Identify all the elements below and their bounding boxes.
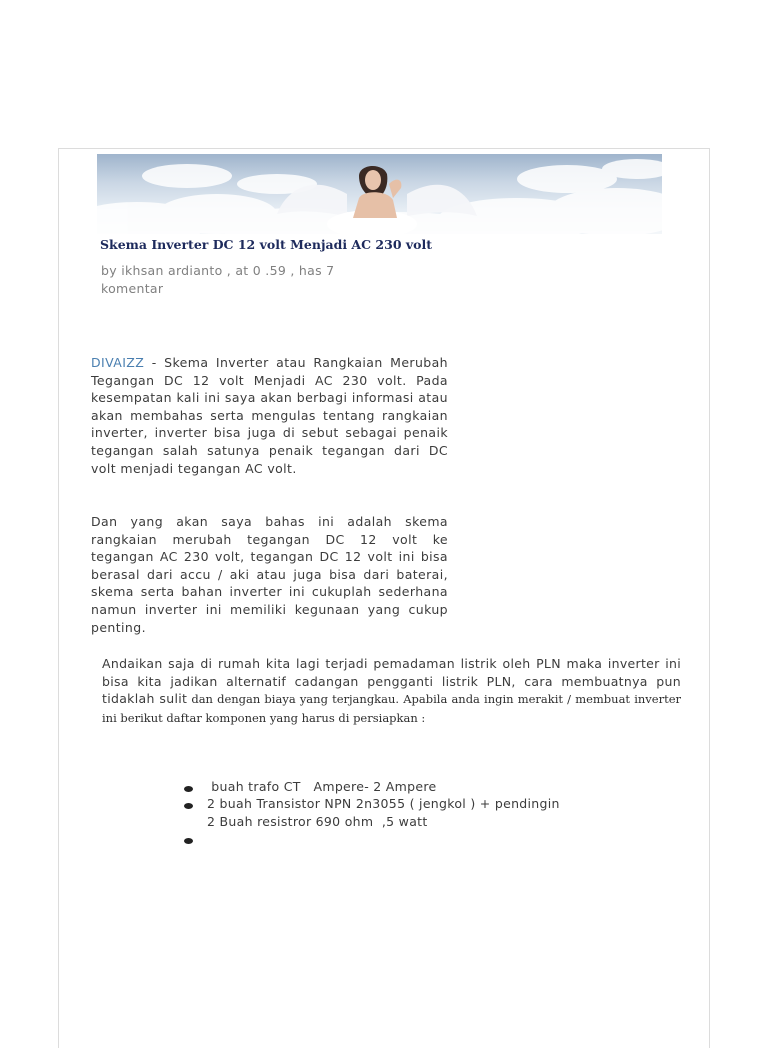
bullet-icon — [184, 838, 193, 844]
brand-link[interactable]: DIVAIZZ — [91, 355, 145, 370]
list-item: 2 Buah resistror 690 ohm ,5 watt — [207, 814, 428, 829]
paragraph-1-text: - Skema Inverter atau Rangkaian Merubah Tegangan DC 12 volt Menjadi AC 230 volt. Pada kesempatan kali ini saya akan berbagi informasi atau akan membahas serta mengulas tentang rangkaian inverter, inverter bisa juga di sebut sebagai penaik tegangan salah satunya penaik tegangan dari DC volt menjadi tegangan AC volt. — [91, 355, 448, 476]
article-paragraph-2: Dan yang akan saya bahas ini adalah skema rangkaian merubah tegangan DC 12 volt ke tegangan AC 230 volt, tegangan DC 12 volt ini bisa berasal dari accu / aki atau juga bisa dari baterai, skema serta bahan inverter ini cukuplah sederhana namun inverter ini memiliki kegunaan yang cukup penting. — [91, 514, 448, 635]
bullet-icon — [184, 786, 193, 792]
list-item: buah trafo CT Ampere- 2 Ampere — [207, 779, 437, 794]
article-paragraph-1 — [91, 354, 448, 477]
header-banner-image — [97, 154, 662, 234]
article-paragraph-3 — [102, 655, 681, 727]
paragraph-3-serif-text: dan dengan biaya yang terjangkau. Apabila anda ingin merakit / membuat inverter ini berikut daftar komponen yang harus di persiapkan : — [102, 692, 682, 725]
paragraph-3-text: Andaikan saja di rumah kita lagi terjadi pemadaman listrik oleh PLN maka inverter ini bisa kita jadikan alternatif cadangan pengganti listrik PLN, cara membuatnya pun tidaklah sulit — [102, 656, 681, 707]
post-meta: by ikhsan ardianto , at 0 .59 , has 7 komentar — [101, 263, 335, 296]
bullet-icon — [184, 803, 193, 809]
list-item: 2 buah Transistor NPN 2n3055 ( jengkol ) + pendingin — [207, 796, 560, 811]
post-title[interactable]: Skema Inverter DC 12 volt Menjadi AC 230 volt — [100, 237, 432, 252]
